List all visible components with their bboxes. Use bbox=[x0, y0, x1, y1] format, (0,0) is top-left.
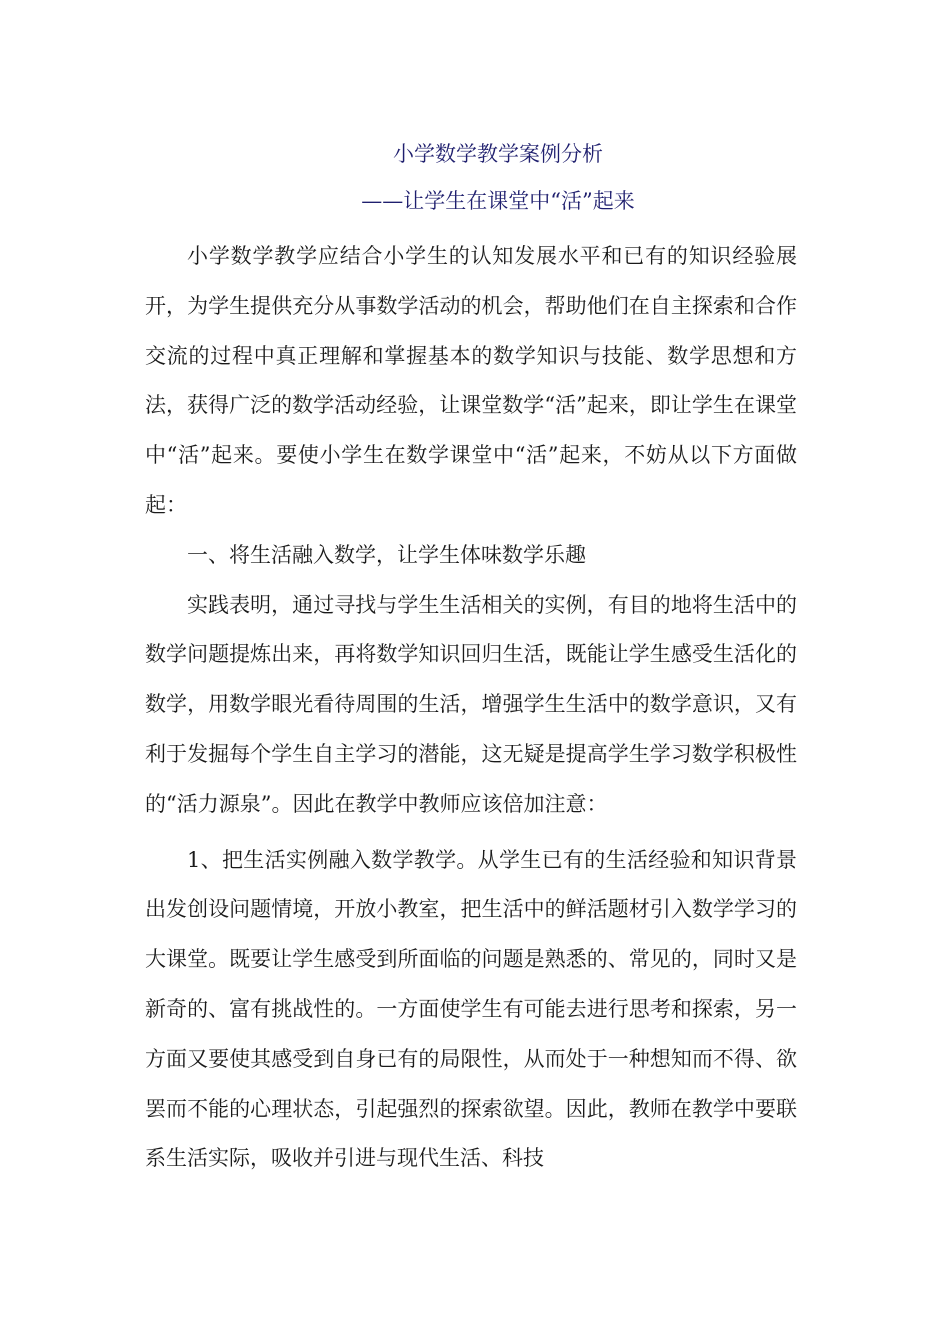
document-subtitle: ——让学生在课堂中“活”起来 bbox=[361, 189, 635, 213]
document-title: 小学数学教学案例分析 bbox=[393, 142, 603, 166]
body-paragraph: 实践表明，通过寻找与学生生活相关的实例，有目的地将生活中的数学问题提炼出来，再将数学知识回归生活，既能让学生感受生活化的数学，用数学眼光看待周围的生活，增强学生生活中的数学意识，又有利于发掘每个学生自主学习的潜能，这无疑是提高学生学习数学积极性的“活力源泉”。因此在教学中教师应该倍加注意： bbox=[145, 592, 797, 816]
intro-paragraph: 小学数学教学应结合小学生的认知发展水平和已有的知识经验展开，为学生提供充分从事数学活动的机会，帮助他们在自主探索和合作交流的过程中真正理解和掌握基本的数学知识与技能、数学思想和方法，获得广泛的数学活动经验，让课堂数学“活”起来，即让学生在课堂中“活”起来。要使小学生在数学课堂中“活”起来，不妨从以下方面做起： bbox=[145, 244, 797, 517]
body-paragraph: 1、把生活实例融入数学教学。从学生已有的生活经验和知识背景出发创设问题情境，开放小教室，把生活中的鲜活题材引入数学学习的大课堂。既要让学生感受到所面临的问题是熟悉的、常见的，同时又是新奇的、富有挑战性的。一方面使学生有可能去进行思考和探索，另一方面又要使其感受到自身已有的局限性，从而处于一种想知而不得、欲罢而不能的心理状态，引起强烈的探索欲望。因此，教师在教学中要联系生活实际，吸收并引进与现代生活、科技 bbox=[145, 847, 797, 1171]
document-body bbox=[145, 232, 797, 1184]
section-heading: 一、将生活融入数学，让学生体味数学乐趣 bbox=[187, 542, 586, 567]
